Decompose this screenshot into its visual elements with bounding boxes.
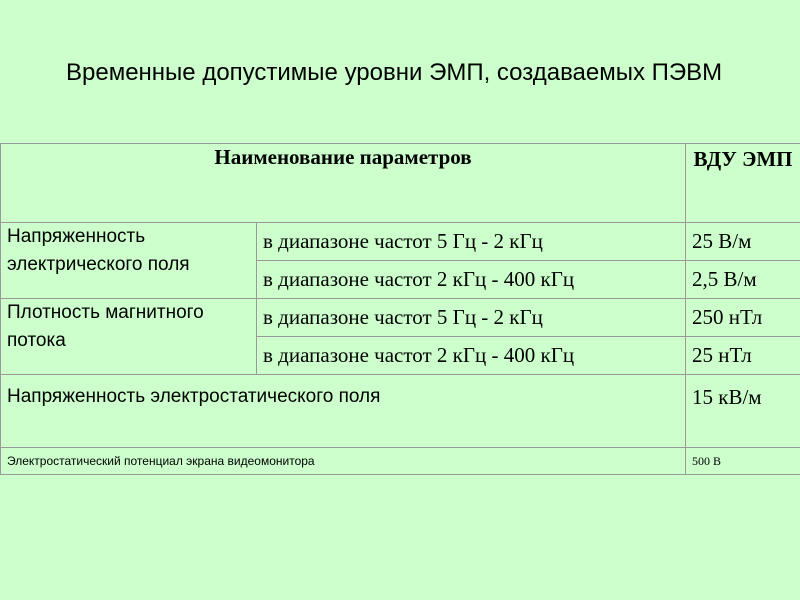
param-electrostatic-field-strength: Напряженность электростатического поля xyxy=(1,375,686,448)
frequency-range: в диапазоне частот 5 Гц - 2 кГц xyxy=(257,223,686,261)
emp-value: 250 нТл xyxy=(686,299,800,337)
table-header-row xyxy=(1,144,800,223)
param-electric-field-strength: Напряженность электрического поля xyxy=(1,223,257,299)
slide-title: Временные допустимые уровни ЭМП, создаваемых ПЭВМ xyxy=(66,59,723,86)
emp-value: 25 В/м xyxy=(686,223,800,261)
table-row xyxy=(1,299,800,337)
table-row xyxy=(1,448,800,475)
param-magnetic-flux-density: Плотность магнитного потока xyxy=(1,299,257,375)
frequency-range: в диапазоне частот 2 кГц - 400 кГц xyxy=(257,261,686,299)
emp-levels-table xyxy=(0,143,800,475)
param-monitor-screen-potential: Электростатический потенциал экрана видеомонитора xyxy=(1,448,686,475)
emp-value: 25 нТл xyxy=(686,337,800,375)
frequency-range: в диапазоне частот 2 кГц - 400 кГц xyxy=(257,337,686,375)
header-emp-level: ВДУ ЭМП xyxy=(686,144,800,223)
header-parameter-name: Наименование параметров xyxy=(1,144,686,223)
table-row xyxy=(1,223,800,261)
emp-value: 2,5 В/м xyxy=(686,261,800,299)
table-row xyxy=(1,375,800,448)
emp-value: 500 В xyxy=(686,448,800,475)
frequency-range: в диапазоне частот 5 Гц - 2 кГц xyxy=(257,299,686,337)
emp-value: 15 кВ/м xyxy=(686,375,800,448)
